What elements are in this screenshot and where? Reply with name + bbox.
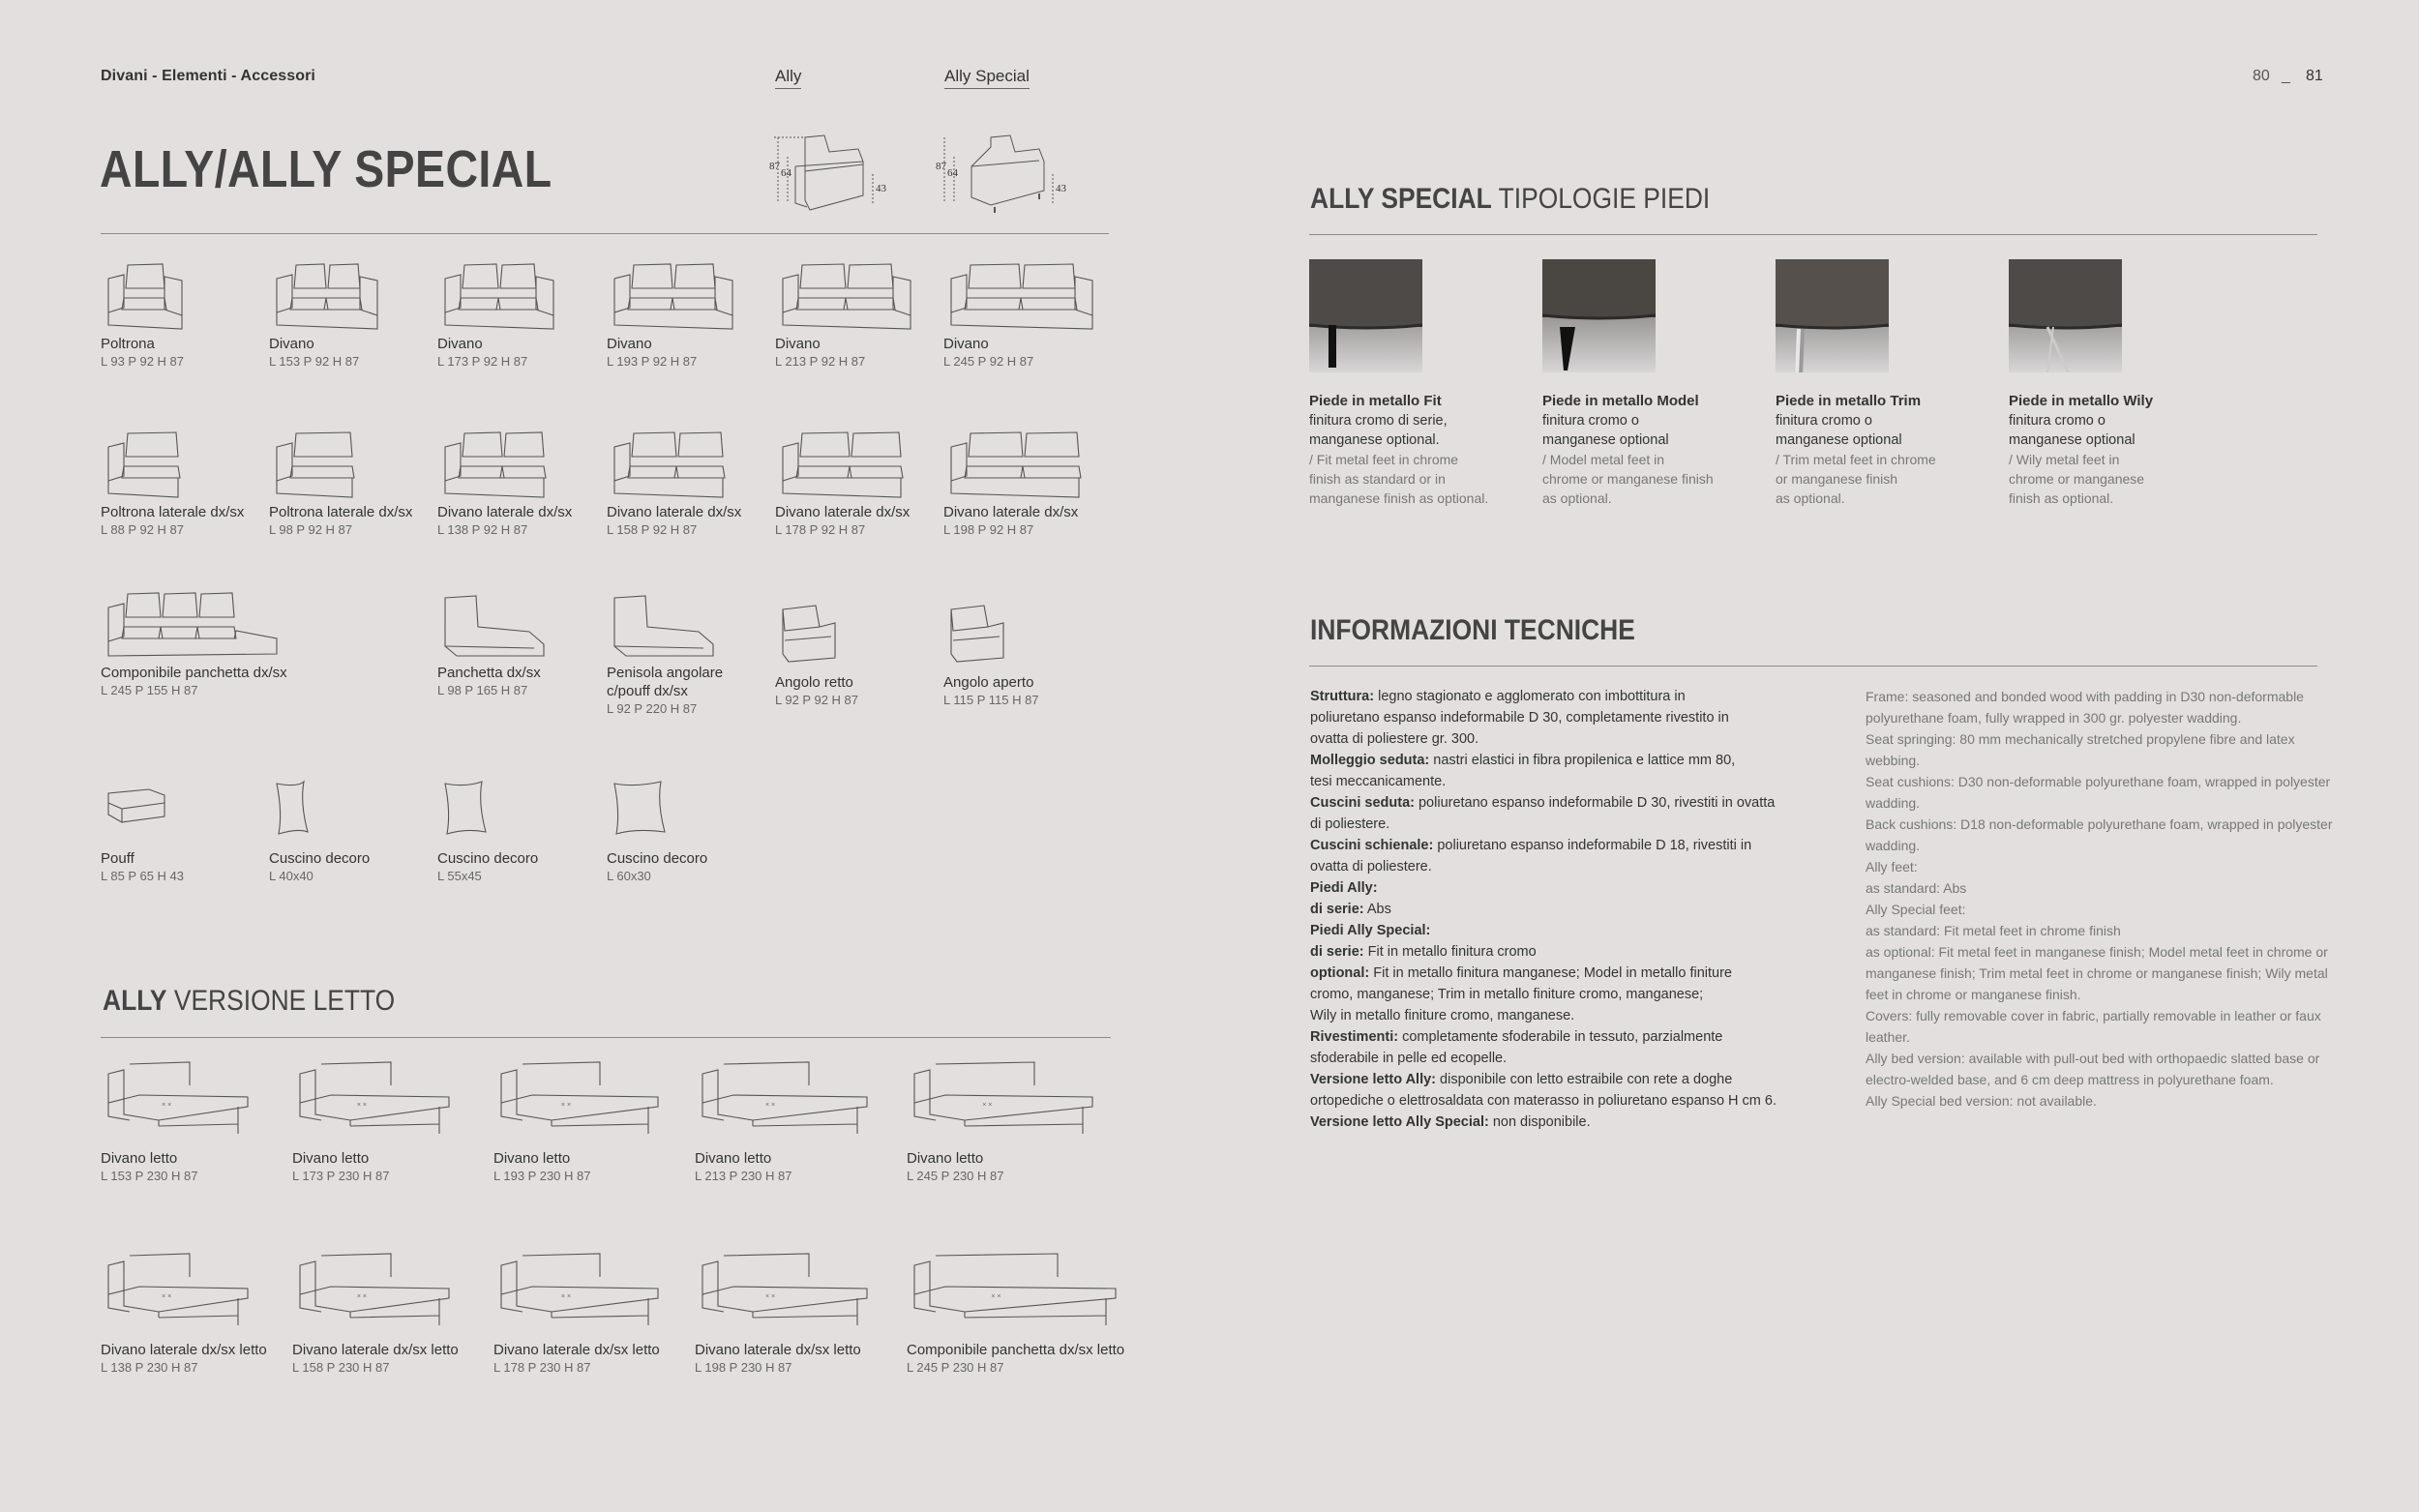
tech-line-en: manganese finish; Trim metal feet in chrome or manganese finish; Wily metal [1866,965,2328,981]
element-item [101,588,294,699]
bed-dimensions: L 245 P 230 H 87 [907,1169,1004,1183]
foot-item [1309,259,1503,508]
tech-text: Abs [1363,902,1391,917]
svg-text:× ×: × × [982,1102,993,1109]
element-dimensions: L 245 P 155 H 87 [101,683,198,697]
element-item [437,588,631,699]
page-number-separator: _ [2282,68,2290,84]
bed-name: Divano laterale dx/sx letto [292,1342,459,1358]
foot-title: Piede in metallo Trim [1776,393,1922,409]
element-drawing [943,598,1137,669]
element-name: Cuscino decoro [607,850,708,867]
tech-line-en: as optional: Fit metal feet in manganese finish; Model metal feet in chrome or [1866,944,2328,960]
tech-text: sfoderabile in pelle ed ecopelle. [1310,1051,1508,1066]
foot-photo [1776,259,1889,372]
tech-line-it [1310,771,1852,792]
foot-photo [1542,259,1656,372]
tech-line-en: electro-welded base, and 6 cm deep mattress in polyurethane foam. [1866,1072,2274,1087]
divider [1309,234,2317,235]
tech-line-it [1310,920,1852,941]
feet-title-rest: TIPOLOGIE PIEDI [1491,183,1711,215]
element-dimensions: L 93 P 92 H 87 [101,354,185,369]
element-item [775,428,969,539]
element-item [607,259,800,371]
element-item [607,774,800,885]
foot-photo [2009,259,2122,372]
tech-text: poliuretano espanso indeformabile D 30, completamente rivestito in [1310,710,1729,726]
tech-line-en: Back cushions: D18 non-deformable polyurethane foam, wrapped in polyester [1866,816,2333,832]
divider [101,1037,1111,1038]
element-dimensions: L 40x40 [269,869,314,883]
dim-64: 64 [947,167,958,179]
foot-photo [1309,259,1422,372]
element-name: Divano [607,336,652,352]
dim-43: 43 [1056,183,1066,194]
tech-line-en: webbing. [1866,753,1921,768]
element-drawing [607,588,800,660]
tech-label: Rivestimenti: [1310,1029,1399,1045]
tech-line-en: Ally Special feet: [1866,902,1966,917]
element-dimensions: L 92 P 220 H 87 [607,701,698,716]
tech-text: non disponibile. [1488,1114,1591,1130]
bed-item [493,1056,726,1185]
page-number-left: 80 [2253,68,2270,84]
foot-description-en: chrome or manganese [2009,471,2145,487]
tech-line-en: leather. [1866,1029,1910,1045]
element-name: Divano laterale dx/sx [607,504,742,520]
tech-label: Struttura: [1310,689,1375,704]
element-name: Poltrona laterale dx/sx [269,504,413,520]
tech-info-english [1866,686,2333,1112]
element-dimensions: L 85 P 65 H 43 [101,869,185,883]
foot-title: Piede in metallo Fit [1309,393,1442,409]
foot-description-it: finitura cromo o [2009,413,2105,429]
foot-description-en: finish as standard or in [1309,471,1446,487]
foot-description-it: manganese optional [2009,432,2135,448]
element-item [269,259,463,371]
tech-line-it [1310,1048,1852,1069]
svg-text:× ×: × × [356,1293,368,1300]
element-name: Angolo retto [775,674,853,691]
tech-line-en: as standard: Abs [1866,880,1967,896]
foot-title: Piede in metallo Wily [2009,393,2154,409]
tech-line-it [1310,1069,1852,1090]
tech-line-en: Seat springing: 80 mm mechanically stretched propylene fibre and latex [1866,731,2295,747]
tech-text: Fit in metallo finitura cromo [1363,944,1537,960]
element-name: Divano [943,336,989,352]
bed-name: Componibile panchetta dx/sx letto [907,1342,1125,1358]
bed-drawing [695,1248,927,1331]
bed-name: Divano laterale dx/sx letto [493,1342,660,1358]
svg-text:× ×: × × [764,1293,776,1300]
dim-87: 87 [936,161,946,172]
tech-info-italian [1310,686,1852,1133]
element-dimensions: L 193 P 92 H 87 [607,354,698,369]
tech-line-en: wadding. [1866,795,1921,811]
element-drawing [775,428,969,499]
element-item [269,774,463,885]
bed-dimensions: L 158 P 230 H 87 [292,1360,390,1375]
bed-dimensions: L 153 P 230 H 87 [101,1169,198,1183]
bed-drawing [493,1056,726,1140]
element-name: Componibile panchetta dx/sx [101,665,287,681]
element-dimensions: L 98 P 165 H 87 [437,683,528,697]
element-name: Poltrona laterale dx/sx [101,504,245,520]
element-name: Divano laterale dx/sx [775,504,911,520]
element-dimensions: L 98 P 92 H 87 [269,522,353,537]
bed-item [493,1248,726,1377]
tech-line-it [1310,750,1852,771]
element-dimensions: L 158 P 92 H 87 [607,522,698,537]
bed-name: Divano letto [695,1150,772,1167]
element-name: Cuscino decoro [437,850,539,867]
element-item [101,259,294,371]
bed-drawing [292,1248,524,1331]
bed-name: Divano letto [907,1150,984,1167]
tech-line-it [1310,856,1852,877]
element-dimensions: L 245 P 92 H 87 [943,354,1034,369]
element-item [101,428,294,539]
tech-line-en: feet in chrome or manganese finish. [1866,987,2081,1002]
element-drawing [437,588,631,660]
foot-description-it: finitura cromo o [1776,413,1872,429]
bed-dimensions: L 178 P 230 H 87 [493,1360,591,1375]
foot-description-en: as optional. [1542,490,1612,506]
element-dimensions: L 92 P 92 H 87 [775,693,859,707]
element-dimensions: L 88 P 92 H 87 [101,522,185,537]
tech-line-it [1310,686,1852,707]
element-name: Penisola angolare [607,665,724,681]
element-item [607,588,800,718]
tech-text: poliuretano espanso indeformabile D 30, rivestiti in ovatta [1414,795,1776,811]
element-name: Divano [437,336,483,352]
feet-title-bold: ALLY SPECIAL [1310,183,1492,215]
element-drawing [775,259,969,331]
tech-text: poliuretano espanso indeformabile D 18, rivestiti in [1433,838,1752,853]
element-drawing [101,259,294,331]
bed-drawing [292,1056,524,1140]
tech-line-it [1310,835,1852,856]
bed-name: Divano letto [493,1150,571,1167]
tech-text: ovatta di poliestere. [1310,859,1432,875]
bed-name: Divano laterale dx/sx letto [695,1342,861,1358]
foot-description-en: / Fit metal feet in chrome [1309,452,1459,467]
svg-text:× ×: × × [764,1102,776,1109]
tech-label: Cuscini schienale: [1310,838,1434,853]
bed-drawing [907,1248,1139,1331]
foot-description-it: manganese optional [1542,432,1669,448]
element-drawing [101,588,294,660]
tech-line-en: as standard: Fit metal feet in chrome finish [1866,923,2121,938]
element-name: Cuscino decoro [269,850,371,867]
element-dimensions: L 213 P 92 H 87 [775,354,866,369]
element-name: Panchetta dx/sx [437,665,541,681]
dim-43: 43 [876,183,886,194]
tech-line-en: Frame: seasoned and bonded wood with padding in D30 non-deformable [1866,689,2304,704]
tech-line-en: Ally feet: [1866,859,1918,875]
element-item [437,259,631,371]
foot-description-en: chrome or manganese finish [1542,471,1714,487]
main-title: ALLY/ALLY SPECIAL [100,140,552,198]
tech-line-it [1310,899,1852,920]
element-dimensions: L 115 P 115 H 87 [943,693,1039,707]
tech-text: Wily in metallo finiture cromo, manganese. [1310,1008,1575,1023]
bed-dimensions: L 138 P 230 H 87 [101,1360,198,1375]
element-item [437,428,631,539]
element-drawing [607,774,800,845]
tech-line-en: Ally Special bed version: not available. [1866,1093,2097,1109]
bed-item [907,1056,1139,1185]
foot-item [2009,259,2202,508]
svg-text:× ×: × × [356,1102,368,1109]
foot-item [1776,259,1969,508]
tech-label: optional: [1310,965,1370,981]
element-drawing [943,259,1137,331]
ally-dimension-diagram [766,128,921,215]
element-drawing [269,774,463,845]
tech-line-it [1310,1090,1852,1112]
element-name: Divano [269,336,314,352]
element-drawing [269,428,463,499]
foot-description-it: manganese optional [1776,432,1902,448]
element-name: Pouff [101,850,134,867]
tech-line-it [1310,877,1852,899]
tech-text: cromo, manganese; Trim in metallo finiture cromo, manganese; [1310,987,1704,1002]
foot-item [1542,259,1736,508]
bed-dimensions: L 213 P 230 H 87 [695,1169,792,1183]
tech-line-it [1310,941,1852,963]
divider [101,233,1109,234]
bed-item [292,1056,524,1185]
element-item [775,598,969,709]
tech-text: di poliestere. [1310,816,1390,832]
element-dimensions: L 60x30 [607,869,651,883]
tech-line-it [1310,984,1852,1005]
element-drawing [101,428,294,499]
element-name: Angolo aperto [943,674,1034,691]
tech-line-it [1310,1112,1852,1133]
tech-text: ortopediche o elettrosaldata con materasso in poliuretano espanso H cm 6. [1310,1093,1777,1109]
bed-dimensions: L 193 P 230 H 87 [493,1169,591,1183]
divider [1309,666,2317,667]
bed-dimensions: L 198 P 230 H 87 [695,1360,792,1375]
tech-line-it [1310,1026,1852,1048]
element-item [101,774,294,885]
bed-name: Divano letto [101,1150,178,1167]
tech-label: Piedi Ally: [1310,880,1378,896]
tech-text: disponibile con letto estraibile con rete a doghe [1436,1072,1733,1087]
breadcrumb: Divani - Elementi - Accessori [101,68,315,84]
bed-title-rest: VERSIONE LETTO [166,985,396,1017]
element-name: Poltrona [101,336,155,352]
element-item [775,259,969,371]
element-item [437,774,631,885]
element-dimensions: L 55x45 [437,869,482,883]
tech-line-it [1310,728,1852,750]
tech-text: completamente sfoderabile in tessuto, parzialmente [1398,1029,1723,1045]
tech-line-en: wadding. [1866,838,1921,853]
element-name: Divano laterale dx/sx [437,504,573,520]
svg-text:× ×: × × [560,1293,572,1300]
element-drawing [943,428,1137,499]
tech-line-it [1310,814,1852,835]
foot-title: Piede in metallo Model [1542,393,1699,409]
element-dimensions: L 138 P 92 H 87 [437,522,528,537]
foot-description-it: finitura cromo di serie, [1309,413,1448,429]
bed-name: Divano letto [292,1150,370,1167]
element-drawing [101,774,294,845]
element-name-line2: c/pouff dx/sx [607,683,688,699]
foot-description-en: / Model metal feet in [1542,452,1665,467]
bed-item [695,1248,927,1377]
element-drawing [607,428,800,499]
tech-label: Versione letto Ally Special: [1310,1114,1489,1130]
element-drawing [607,259,800,331]
foot-description-en: / Trim metal feet in chrome [1776,452,1936,467]
feet-section-title [1310,183,1710,216]
foot-description-it: manganese optional. [1309,432,1440,448]
bed-dimensions: L 245 P 230 H 87 [907,1360,1004,1375]
svg-text:× ×: × × [162,1293,172,1300]
ally-special-dimension-diagram [933,128,1097,215]
tech-text: nastri elastici in fibra propilenica e lattice mm 80, [1429,753,1736,768]
tech-text: legno stagionato e agglomerato con imbottitura in [1374,689,1686,704]
bed-item [907,1248,1139,1377]
svg-text:× ×: × × [991,1293,1001,1300]
page-number-right: 81 [2306,68,2323,84]
tech-line-en: polyurethane foam, fully wrapped in 300 gr. polyester wadding. [1866,710,2242,726]
foot-description-en: as optional. [1776,490,1845,506]
bed-drawing [907,1056,1139,1140]
bed-drawing [695,1056,927,1140]
bed-item [292,1248,524,1377]
tech-line-en: Ally bed version: available with pull-out bed with orthopaedic slatted base or [1866,1051,2320,1066]
tech-label: di serie: [1310,944,1364,960]
tech-line-it [1310,792,1852,814]
element-item [943,598,1137,709]
tech-text: Fit in metallo finitura manganese; Model in metallo finiture [1369,965,1732,981]
foot-description-it: finitura cromo o [1542,413,1639,429]
element-item [607,428,800,539]
tech-label: di serie: [1310,902,1364,917]
element-drawing [437,259,631,331]
tech-line-it [1310,707,1852,728]
tech-line-it [1310,963,1852,984]
element-drawing [437,428,631,499]
tech-line-it [1310,1005,1852,1026]
dim-64: 64 [781,167,791,179]
foot-description-en: finish as optional. [2009,490,2114,506]
tech-text: tesi meccanicamente. [1310,774,1447,789]
tech-label: Molleggio seduta: [1310,753,1430,768]
element-drawing [269,259,463,331]
element-drawing [437,774,631,845]
element-item [269,428,463,539]
element-dimensions: L 178 P 92 H 87 [775,522,866,537]
link-ally[interactable]: Ally [775,67,801,89]
tech-label: Piedi Ally Special: [1310,923,1431,938]
element-item [943,259,1137,371]
bed-name: Divano laterale dx/sx letto [101,1342,267,1358]
tech-line-en: Seat cushions: D30 non-deformable polyurethane foam, wrapped in polyester [1866,774,2331,789]
foot-description-en: manganese finish as optional. [1309,490,1489,506]
dim-87: 87 [769,161,780,172]
element-item [943,428,1137,539]
bed-title-bold: ALLY [103,985,167,1017]
bed-section-title [103,985,395,1018]
element-drawing [775,598,969,669]
element-dimensions: L 198 P 92 H 87 [943,522,1034,537]
tech-text: ovatta di poliestere gr. 300. [1310,731,1479,747]
element-name: Divano [775,336,821,352]
foot-description-en: / Wily metal feet in [2009,452,2120,467]
tech-line-en: Covers: fully removable cover in fabric, partially removable in leather or faux [1866,1008,2321,1023]
bed-drawing [493,1248,726,1331]
foot-description-en: or manganese finish [1776,471,1898,487]
tech-label: Cuscini seduta: [1310,795,1415,811]
svg-text:× ×: × × [162,1102,172,1109]
svg-text:× ×: × × [560,1102,572,1109]
tech-label: Versione letto Ally: [1310,1072,1436,1087]
tech-title: INFORMAZIONI TECNICHE [1310,614,1635,646]
bed-dimensions: L 173 P 230 H 87 [292,1169,390,1183]
element-name: Divano laterale dx/sx [943,504,1079,520]
element-dimensions: L 173 P 92 H 87 [437,354,528,369]
link-ally-special[interactable]: Ally Special [944,67,1030,89]
element-dimensions: L 153 P 92 H 87 [269,354,360,369]
bed-item [695,1056,927,1185]
